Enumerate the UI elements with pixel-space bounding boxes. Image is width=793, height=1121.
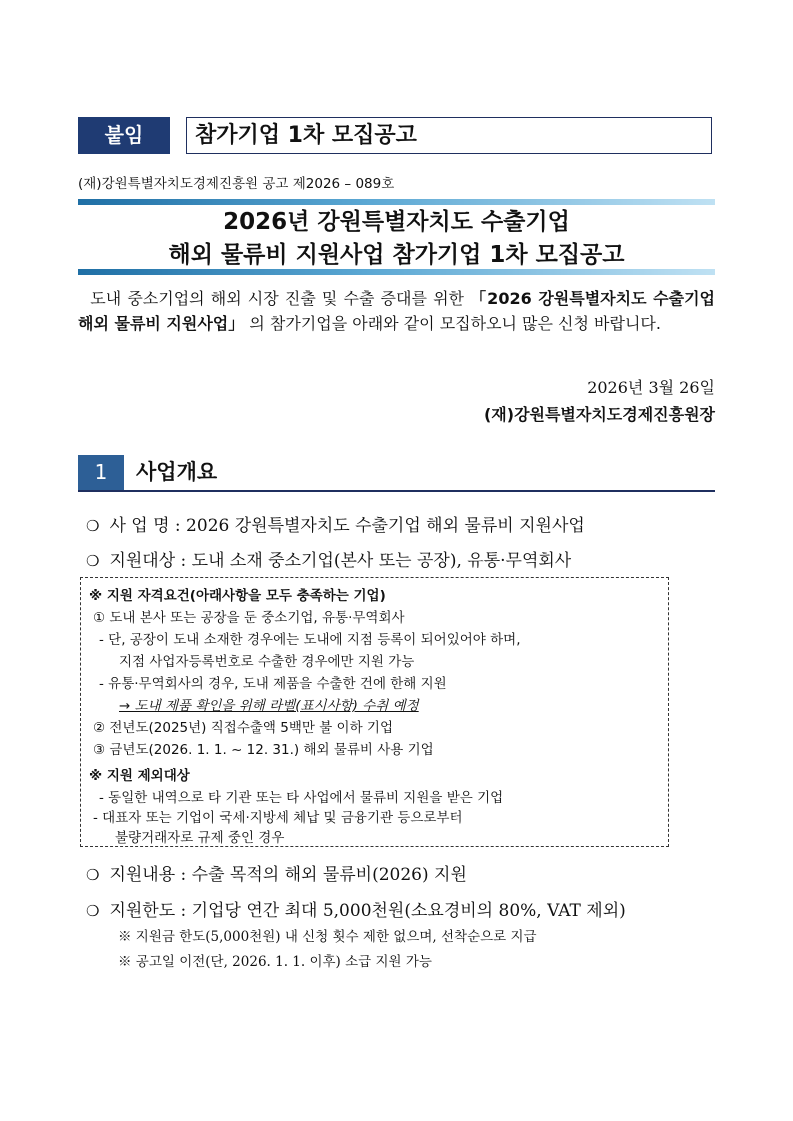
- headline-line-1: 2026년 강원특별자치도 수출기업: [223, 209, 570, 235]
- section-number: 1: [78, 455, 124, 490]
- note-1: ※ 지원금 한도(5,000천원) 내 신청 횟수 제한 없으며, 선착순으로 지급: [118, 929, 537, 945]
- section-title: 사업개요: [136, 460, 218, 484]
- eligibility-item-1: ① 도내 본사 또는 공장을 둔 중소기업, 유통·무역회사: [93, 610, 405, 626]
- bullet-limit: [86, 896, 626, 921]
- note-2: ※ 공고일 이전(단, 2026. 1. 1. 이후) 소급 지원 가능: [118, 954, 432, 970]
- header-title: 참가기업 1차 모집공고: [186, 117, 712, 154]
- eligibility-box: [80, 577, 669, 847]
- headline-line-2: 해외 물류비 지원사업 참가기업 1차 모집공고: [168, 242, 625, 268]
- bullet-content: [86, 860, 467, 885]
- bullet-target: [86, 546, 571, 571]
- headline-bottom-bar: [78, 269, 715, 275]
- eligibility-item-1b: 지점 사업자등록번호로 수출한 경우에만 지원 가능: [119, 654, 415, 670]
- circle-bullet-icon: ❍: [86, 866, 100, 884]
- eligibility-item-1c: - 유통·무역회사의 경우, 도내 제품을 수출한 건에 한해 지원: [99, 676, 447, 692]
- eligibility-item-2: ② 전년도(2025년) 직접수출액 5백만 불 이하 기업: [93, 720, 393, 736]
- intro-prefix: 도내 중소기업의 해외 시장 진출 및 수출 증대를 위한: [90, 289, 471, 308]
- exclusion-item-1: - 동일한 내역으로 타 기관 또는 타 사업에서 물류비 지원을 받은 기업: [99, 790, 504, 806]
- program-name: 「2026 강원특별자치도 수출기업 해외 물류비 지원사업」: [78, 289, 715, 333]
- eligibility-item-3: ③ 금년도(2026. 1. 1. ~ 12. 31.) 해외 물류비 사용 기업: [93, 742, 434, 758]
- eligibility-title: ※ 지원 자격요건(아래사항을 모두 충족하는 기업): [89, 588, 386, 604]
- exclusion-title: ※ 지원 제외대상: [89, 768, 190, 784]
- eligibility-item-1d: → 도내 제품 확인을 위해 라벨(표시사항) 수취 예정: [119, 698, 419, 714]
- exclusion-item-2: - 대표자 또는 기업이 국세·지방세 체납 및 금융기관 등으로부터: [93, 810, 463, 826]
- eligibility-item-1a: - 단, 공장이 도내 소재한 경우에는 도내에 지점 등록이 되어있어야 하며,: [99, 632, 521, 648]
- bullet-text: 지원한도 : 기업당 연간 최대 5,000천원(소요경비의 80%, VAT 제외): [109, 901, 626, 921]
- notice-number: (재)강원특별자치도경제진흥원 공고 제2026 – 089호: [78, 176, 395, 192]
- issuer-name: (재)강원특별자치도경제진흥원장: [483, 405, 715, 424]
- circle-bullet-icon: ❍: [86, 517, 100, 535]
- bullet-text: 지원내용 : 수출 목적의 해외 물류비(2026) 지원: [109, 865, 467, 885]
- attachment-tag: 붙임: [78, 117, 170, 154]
- intro-paragraph: [78, 286, 715, 336]
- circle-bullet-icon: ❍: [86, 902, 100, 920]
- announcement-date: 2026년 3월 26일: [587, 378, 715, 397]
- bullet-business-name: [86, 511, 585, 536]
- circle-bullet-icon: ❍: [86, 552, 100, 570]
- section-divider: [78, 490, 715, 492]
- exclusion-item-2b: 불량거래자로 규제 중인 경우: [115, 830, 285, 846]
- bullet-text: 지원대상 : 도내 소재 중소기업(본사 또는 공장), 유통·무역회사: [109, 551, 572, 571]
- intro-suffix: 의 참가기업을 아래와 같이 모집하오니 많은 신청 바랍니다.: [244, 314, 661, 333]
- bullet-text: 사 업 명 : 2026 강원특별자치도 수출기업 해외 물류비 지원사업: [109, 516, 585, 536]
